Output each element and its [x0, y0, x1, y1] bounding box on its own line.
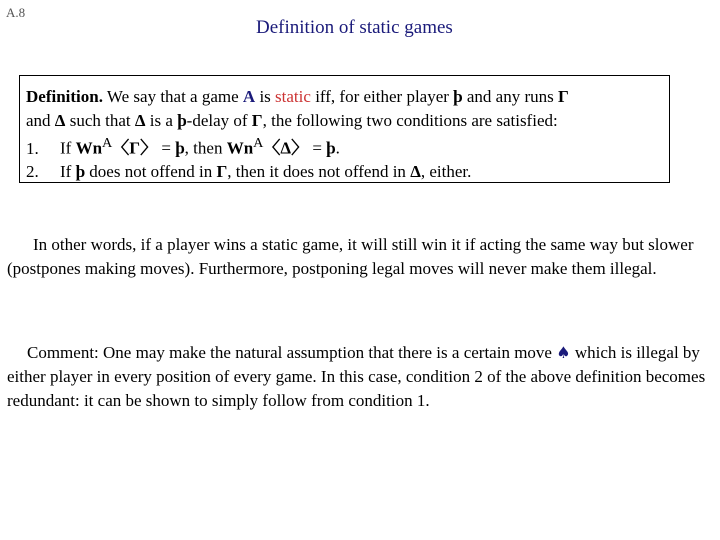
rangle: 〉 [291, 138, 309, 158]
definition-box [19, 75, 670, 183]
text: , then [184, 138, 227, 158]
paragraph-text: which is illegal by either player in every position of every game. In this case, condition 2 of the above definition becomes redundant: it can be shown to simply follow from condition 1. [7, 343, 706, 410]
gamma-symbol: Γ [558, 87, 569, 106]
text: . [335, 138, 340, 158]
text: does not offend in [85, 162, 217, 182]
text: iff, for either player [310, 87, 454, 106]
slide-number: A.8 [6, 5, 26, 20]
text: If [60, 138, 76, 158]
text: such that [65, 110, 135, 130]
text: and [26, 110, 55, 130]
wn-symbol: Wn [75, 138, 103, 158]
definition-lead: Definition. [26, 87, 103, 106]
text: , then it does not offend in [227, 162, 411, 182]
delta-symbol: Δ [280, 138, 292, 158]
list-number: 2. [26, 162, 39, 182]
condition-2 [26, 160, 663, 184]
delta-symbol: Δ [134, 110, 146, 130]
gamma-symbol: Γ [216, 162, 228, 182]
game-symbol: A [242, 87, 256, 106]
langle: 〈 [112, 138, 130, 158]
paragraph-text: In other words, if a player wins a static game, it will still win it if acting the same way but slower (postpones making moves). Furthermore, postponing legal moves will never make them illegal. [7, 235, 694, 278]
slide-title: Definition of static games [256, 17, 453, 38]
text: , the following two conditions are satisfied: [262, 110, 558, 130]
thorn-symbol: þ [175, 138, 185, 158]
text: is [255, 87, 276, 106]
text: = [157, 138, 176, 158]
explanation-paragraph [7, 233, 712, 281]
definition-line-1 [26, 85, 663, 109]
superscript: A [102, 135, 113, 151]
condition-1 [26, 132, 663, 160]
delta-symbol: Δ [54, 110, 66, 130]
text: -delay of [186, 110, 252, 130]
gamma-symbol: Γ [129, 138, 141, 158]
definition-line-2 [26, 109, 663, 133]
paragraph-text: Comment: One may make the natural assumption that there is a certain move [27, 343, 557, 362]
gamma-symbol: Γ [251, 110, 263, 130]
comment-paragraph [7, 341, 712, 413]
superscript: A [253, 135, 264, 151]
rangle: 〉 [140, 138, 158, 158]
wn-symbol: Wn [226, 138, 254, 158]
spade-icon: ♠ [556, 343, 571, 362]
static-word: static [275, 87, 311, 106]
text: If [60, 162, 76, 182]
text: , either. [420, 162, 472, 182]
text: is a [145, 110, 178, 130]
thorn-symbol: þ [453, 87, 463, 106]
list-number: 1. [26, 138, 39, 158]
text: We say that a game [102, 87, 243, 106]
text: = [308, 138, 327, 158]
text: and any runs [462, 87, 559, 106]
thorn-symbol: þ [326, 138, 336, 158]
delta-symbol: Δ [410, 162, 421, 182]
thorn-symbol: þ [75, 162, 86, 182]
langle: 〈 [263, 138, 281, 158]
thorn-symbol: þ [177, 110, 187, 130]
